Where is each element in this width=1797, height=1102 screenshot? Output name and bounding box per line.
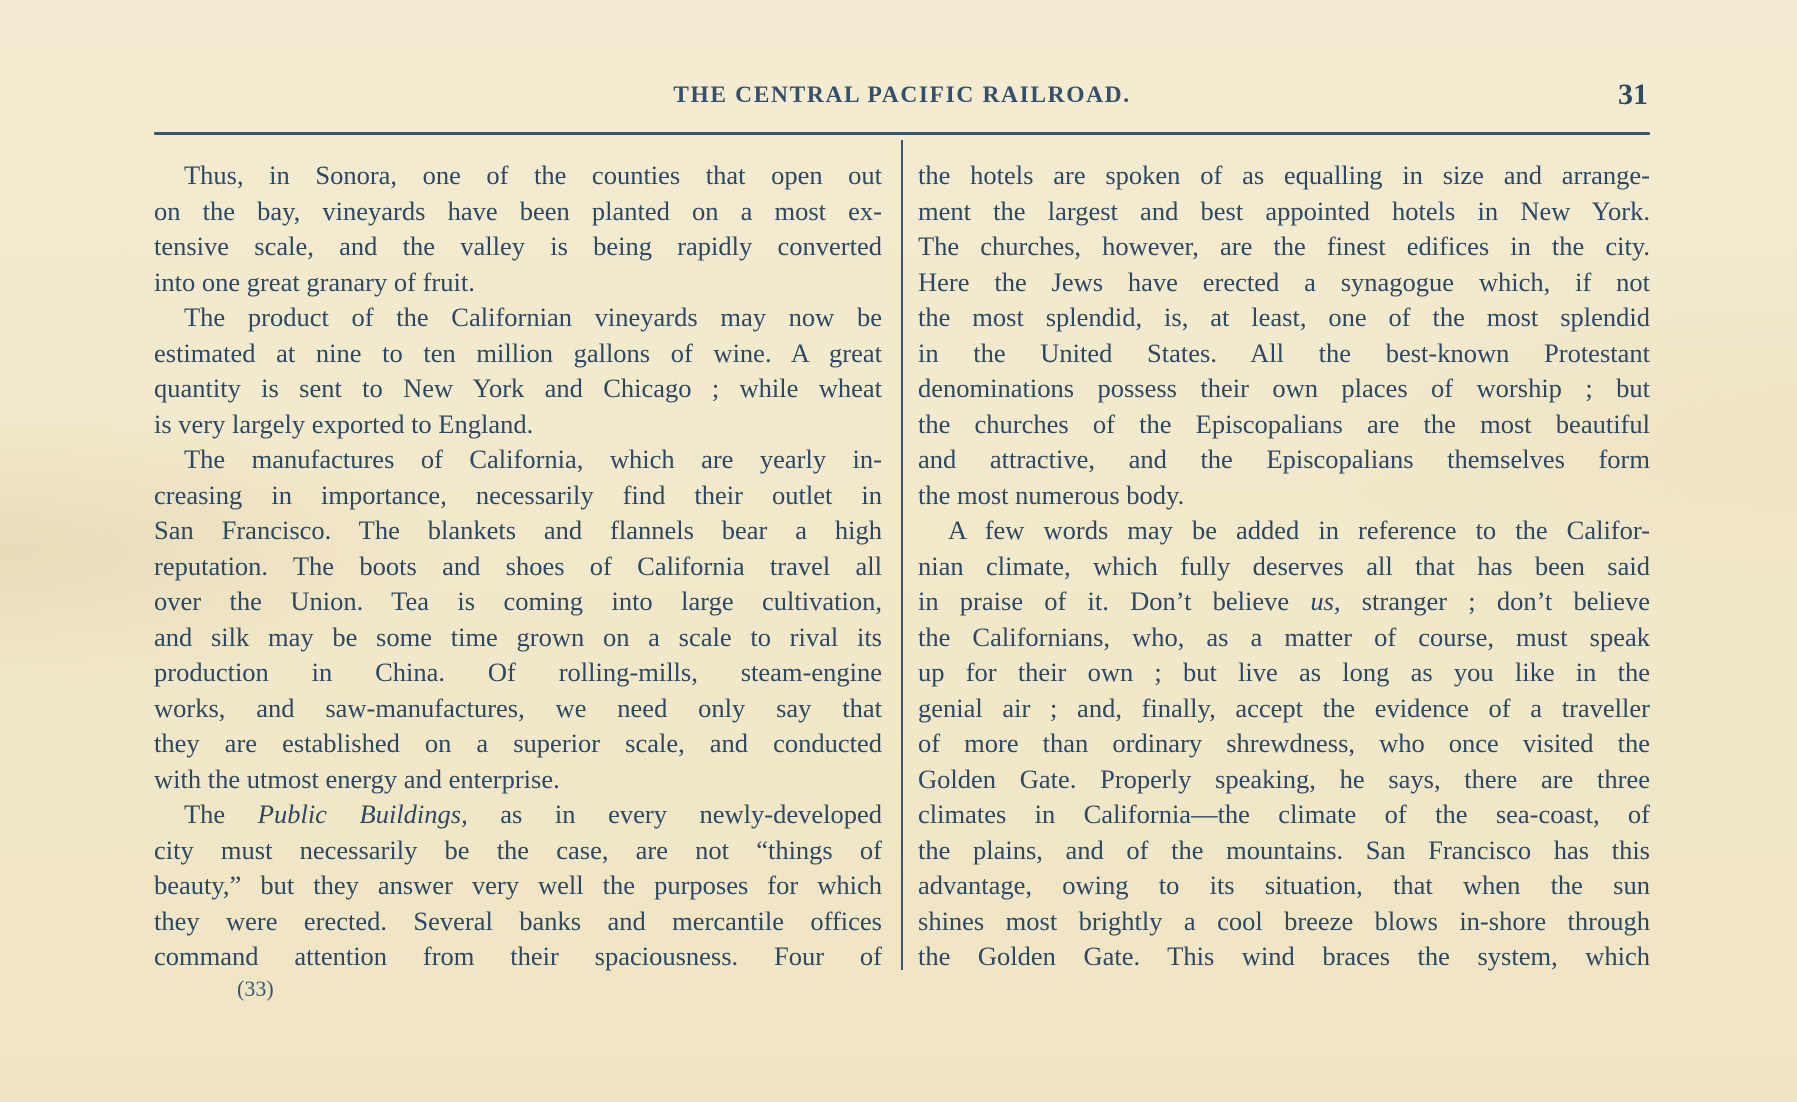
italic-segment: us, [1310, 586, 1341, 616]
text-line: the Californians, who, as a matter of course, must speak [918, 621, 1650, 652]
text-line: climates in California—the climate of the sea-coast, of [918, 799, 1650, 829]
text-line: estimated at nine to ten million gallons of wine. A great [154, 337, 882, 368]
text-line: on the bay, vineyards have been planted on a most ex- [154, 195, 882, 226]
text-line: is very largely exported to England. [154, 408, 534, 439]
text-line: production in China. Of rolling-mills, steam-engine [154, 657, 882, 687]
text-line: the Golden Gate. This wind braces the system, which [918, 941, 1650, 971]
text-line: nian climate, which fully deserves all that has been said [918, 550, 1650, 581]
text-line: Golden Gate. Properly speaking, he says, there are three [918, 763, 1650, 794]
text-line: command attention from their spaciousness. Four of [154, 941, 882, 971]
text-line: beauty,” but they answer very well the purposes for which [154, 870, 882, 900]
text-line: city must necessarily be the case, are not “things of [154, 834, 882, 865]
text-line: and attractive, and the Episcopalians themselves form [918, 444, 1650, 474]
signature-folio: (33) [237, 976, 274, 1001]
text-line: the plains, and of the mountains. San Francisco has this [918, 834, 1650, 865]
text-line: they were erected. Several banks and mercantile offices [154, 905, 882, 936]
running-head [154, 78, 1650, 114]
text-line: in the United States. All the best-known Protestant [918, 337, 1650, 368]
text-line: quantity is sent to New York and Chicago ; while wheat [154, 373, 882, 403]
text-line: Thus, in Sonora, one of the counties that open out [184, 160, 882, 190]
text-line: up for their own ; but live as long as you like in the [918, 657, 1650, 687]
text-line: and silk may be some time grown on a scale to rival its [154, 621, 882, 652]
text-line: tensive scale, and the valley is being rapidly converted [154, 231, 882, 261]
text-line: the most numerous body. [918, 479, 1185, 510]
text-line [918, 584, 1650, 620]
column-divider [901, 140, 903, 970]
running-title: THE CENTRAL PACIFIC RAILROAD. [673, 82, 1131, 107]
text-line: of more than ordinary shrewdness, who once visited the [918, 728, 1650, 758]
text-line: they are established on a superior scale, and conducted [154, 728, 882, 758]
text-line: denominations possess their own places of worship ; but [918, 373, 1650, 403]
text-line: creasing in importance, necessarily find their outlet in [154, 479, 882, 510]
text-segment: The [184, 799, 258, 829]
left-column [154, 158, 882, 975]
text-segment: as in every newly-developed [467, 799, 882, 829]
text-line: shines most brightly a cool breeze blows in-shore through [918, 905, 1650, 936]
text-line: works, and saw-manufactures, we need only say that [154, 692, 882, 723]
text-line: A few words may be added in reference to the Califor- [948, 515, 1650, 545]
italic-segment: Public Buildings, [257, 799, 468, 829]
page-number: 31 [1618, 78, 1648, 111]
text-line: Here the Jews have erected a synagogue which, if not [918, 266, 1650, 297]
right-column [918, 158, 1650, 975]
text-line [154, 797, 882, 833]
text-line: The product of the Californian vineyards may now be [184, 302, 882, 332]
text-line: The churches, however, are the finest edifices in the city. [918, 231, 1650, 261]
text-line: the churches of the Episcopalians are the most beautiful [918, 408, 1650, 439]
text-line: genial air ; and, finally, accept the evidence of a traveller [918, 692, 1650, 723]
text-line: into one great granary of fruit. [154, 266, 475, 297]
text-line: advantage, owing to its situation, that when the sun [918, 870, 1650, 900]
text-line: with the utmost energy and enterprise. [154, 763, 560, 794]
text-line: reputation. The boots and shoes of California travel all [154, 550, 882, 581]
text-line: the most splendid, is, at least, one of the most splendid [918, 302, 1650, 332]
text-line: over the Union. Tea is coming into large cultivation, [154, 586, 882, 616]
text-segment: in praise of it. Don’t believe [918, 586, 1311, 616]
text-segment: stranger ; don’t believe [1340, 586, 1650, 616]
text-line: The manufactures of California, which are yearly in- [184, 444, 882, 474]
header-rule [154, 132, 1650, 135]
text-line: San Francisco. The blankets and flannels bear a high [154, 515, 882, 545]
text-line: the hotels are spoken of as equalling in size and arrange- [918, 160, 1650, 190]
text-line: ment the largest and best appointed hotels in New York. [918, 195, 1650, 226]
